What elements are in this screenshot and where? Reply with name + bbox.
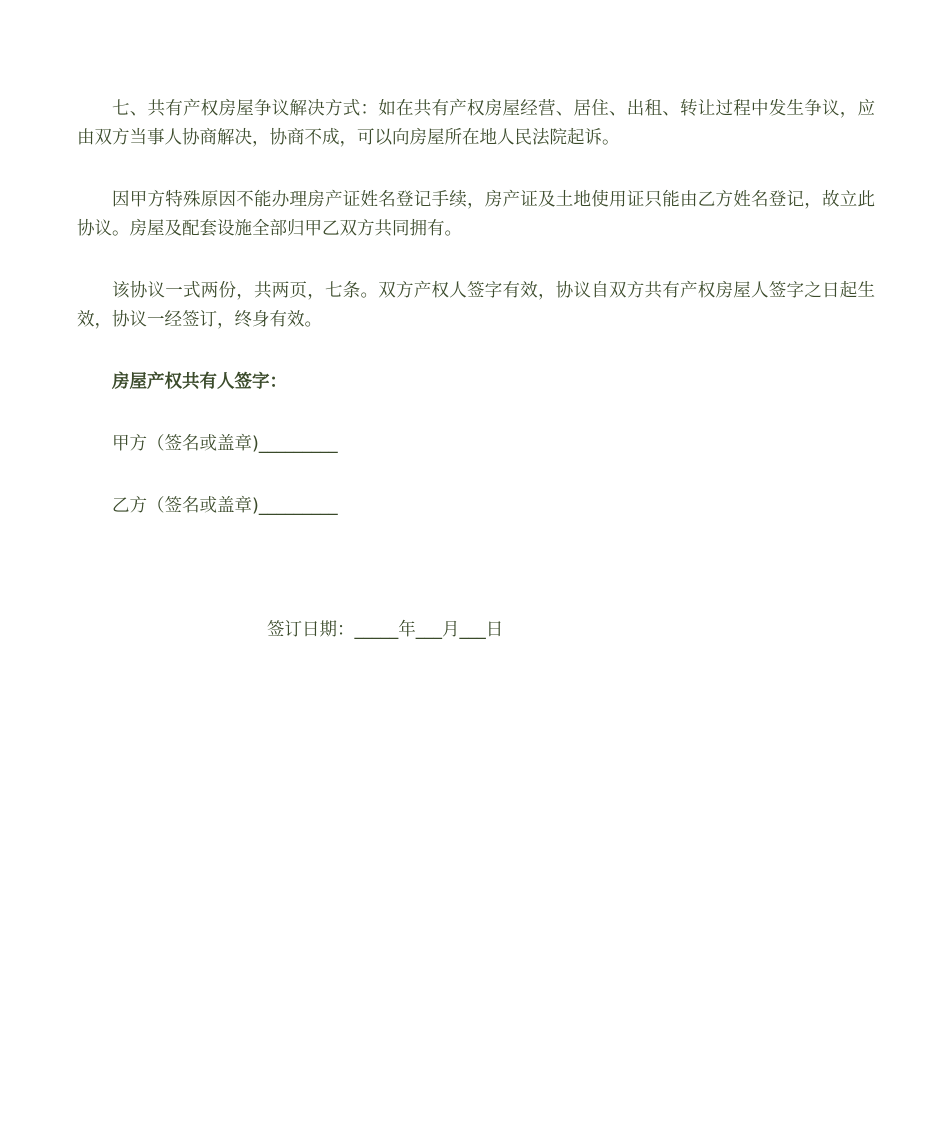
signature-heading: 房屋产权共有人签字：: [112, 372, 287, 392]
paragraph-registration-reason: 因甲方特殊原因不能办理房产证姓名登记手续，房产证及土地使用证只能由乙方姓名登记，故立此协议。房屋及配套设施全部归甲乙双方共同拥有。: [77, 190, 875, 239]
party-b-signature-line: 乙方（签名或盖章)_________: [112, 496, 338, 516]
party-a-signature-line: 甲方（签名或盖章)_________: [112, 434, 338, 454]
signing-date-line: 签订日期：_____年___月___日: [267, 620, 504, 640]
paragraph-dispute-resolution: 七、共有产权房屋争议解决方式：如在共有产权房屋经营、居住、出租、转让过程中发生争议，应由双方当事人协商解决，协商不成，可以向房屋所在地人民法院起诉。: [77, 99, 875, 148]
paragraph-agreement-validity: 该协议一式两份，共两页，七条。双方产权人签字有效，协议自双方共有产权房屋人签字之日起生效，协议一经签订，终身有效。: [77, 281, 875, 330]
